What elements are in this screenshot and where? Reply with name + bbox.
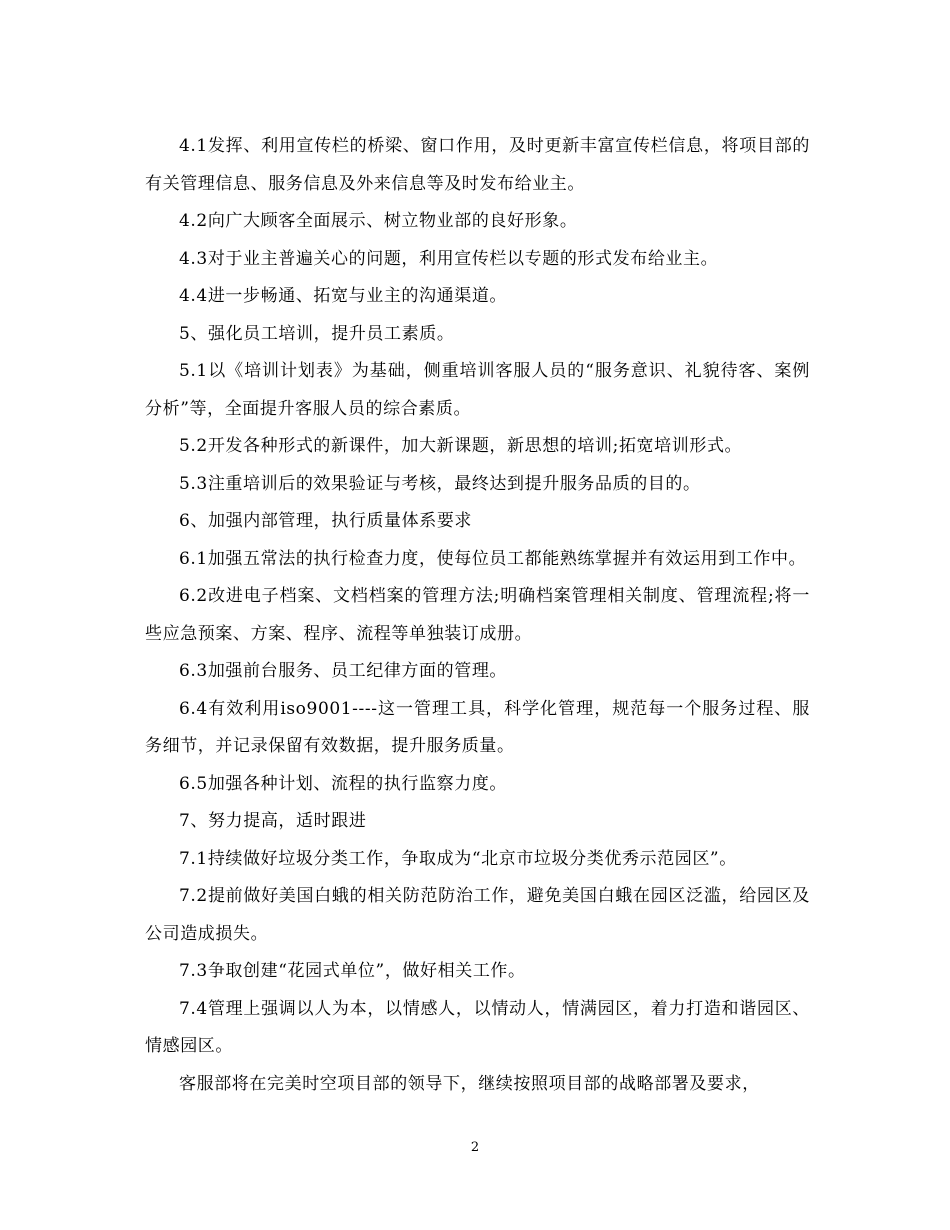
paragraph-7-3: 7.3争取创建“花园式单位”，做好相关工作。 [179, 961, 526, 981]
heading-5: 5、强化员工培训，提升员工素质。 [179, 323, 455, 344]
closing-paragraph: 客服部将在完美时空项目部的领导下，继续按照项目部的战略部署及要求， [179, 1073, 760, 1094]
paragraph-6-3: 6.3加强前台服务、员工纪律方面的管理。 [179, 661, 508, 681]
paragraph-6-1: 6.1加强五常法的执行检查力度，使每位员工都能熟练掌握并有效运用到工作中。 [179, 548, 807, 569]
paragraph-5-3: 5.3注重培训后的效果验证与考核，最终达到提升服务品质的目的。 [179, 473, 701, 494]
paragraph-4-3: 4.3对于业主普遍关心的问题，利用宣传栏以专题的形式发布给业主。 [179, 248, 719, 269]
page-number: 2 [470, 1140, 480, 1155]
body-text [145, 128, 810, 1103]
paragraph-6-5: 6.5加强各种计划、流程的执行监察力度。 [179, 773, 508, 794]
paragraph-6-4: 6.4有效利用iso9001----这一管理工具，科学化管理，规范每一个服务过程、服务细节，并记录保留有效数据，提升服务质量。 [145, 698, 810, 756]
paragraph-4-1: 4.1发挥、利用宣传栏的桥梁、窗口作用，及时更新丰富宣传栏信息，将项目部的有关管理信息、服务信息及外来信息等及时发布给业主。 [145, 136, 810, 194]
paragraph-6-2: 6.2改进电子档案、文档档案的管理方法;明确档案管理相关制度、管理流程;将一些应急预案、方案、程序、流程等单独装订成册。 [145, 586, 810, 644]
paragraph-4-2: 4.2向广大顾客全面展示、树立物业部的良好形象。 [179, 211, 578, 231]
heading-6: 6、加强内部管理，执行质量体系要求 [179, 511, 473, 531]
heading-7: 7、努力提高，适时跟进 [179, 811, 367, 831]
paragraph-4-4: 4.4进一步畅通、拓宽与业主的沟通渠道。 [179, 286, 508, 306]
paragraph-7-4: 7.4管理上强调以人为本，以情感人，以情动人，情满园区，着力打造和谐园区、情感园区。 [145, 998, 810, 1056]
paragraph-7-2: 7.2提前做好美国白蛾的相关防范防治工作，避免美国白蛾在园区泛滥，给园区及公司造成损失。 [145, 886, 810, 944]
paragraph-7-1: 7.1持续做好垃圾分类工作，争取成为“北京市垃圾分类优秀示范园区”。 [179, 848, 737, 869]
paragraph-5-2: 5.2开发各种形式的新课件，加大新课题，新思想的培训;拓宽培训形式。 [179, 436, 743, 456]
paragraph-5-1: 5.1以《培训计划表》为基础，侧重培训客服人员的“服务意识、礼貌待客、案例分析”等，全面提升客服人员的综合素质。 [145, 361, 810, 419]
